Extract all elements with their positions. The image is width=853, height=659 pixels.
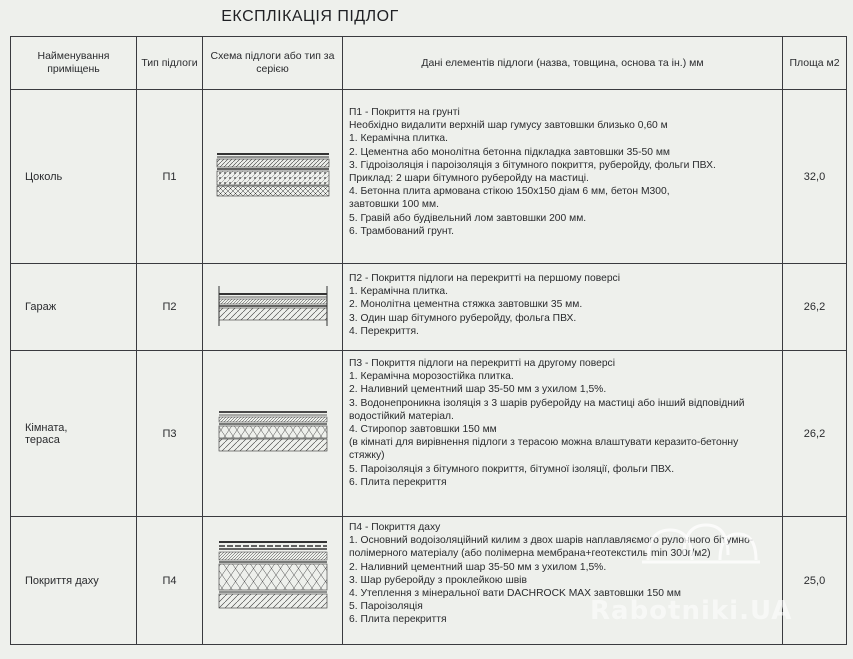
data-line: завтовшки 100 мм. — [349, 199, 439, 211]
data-line: П2 - Покриття підлоги на перекритті на першому поверсі — [349, 273, 620, 284]
data-line: 5. Пароізоляція — [349, 601, 423, 613]
data-line: (в кімнаті для вирівнення підлоги з терасою можна влаштувати керазито-бетонну — [349, 437, 739, 449]
room-cell: Покриття даху — [11, 517, 137, 645]
area-cell: 26,2 — [783, 264, 847, 351]
data-cell — [343, 264, 783, 351]
data-line: 3. Шар руберойду з проклейкою швів — [349, 574, 527, 586]
data-line: 4. Перекриття. — [349, 325, 419, 337]
schema-cell — [203, 517, 343, 645]
watermark-logo — [628, 500, 768, 590]
type-cell: П1 — [137, 90, 203, 264]
data-line: 6. Плита перекриття — [349, 614, 447, 626]
floor-schema-p1 — [213, 146, 333, 202]
data-line: Приклад: 2 шари бітумного руберойду на мастиці. — [349, 173, 589, 185]
data-line: 3. Один шар бітумного руберойду, фольга ПВХ. — [349, 312, 577, 324]
data-line: П3 - Покриття підлоги на перекритті на другому поверсі — [349, 358, 615, 369]
area-cell: 32,0 — [783, 90, 847, 264]
header-type: Тип підлоги — [137, 37, 203, 90]
area-cell: 26,2 — [783, 351, 847, 517]
data-line: водостійкий матеріал. — [349, 410, 454, 422]
room-cell: Гараж — [11, 264, 137, 351]
data-line: 6. Трамбований грунт. — [349, 225, 454, 237]
header-row — [11, 37, 847, 90]
table-row — [11, 351, 847, 517]
floor-schema-p2 — [213, 282, 333, 328]
type-cell: П4 — [137, 517, 203, 645]
schema-cell — [203, 264, 343, 351]
page-title: ЕКСПЛІКАЦІЯ ПІДЛОГ — [221, 8, 399, 25]
data-cell — [343, 90, 783, 264]
header-schema: Схема підлоги або тип за серією — [203, 37, 343, 90]
data-line: полімерного матеріалу (або полімерна мембрана+геотекстиль min 300г/м2) — [349, 548, 711, 560]
data-line: П4 - Покриття даху — [349, 522, 441, 533]
data-line: 4. Стиропор завтовшки 150 мм — [349, 424, 497, 436]
data-line: 6. Плита перекриття — [349, 476, 447, 488]
table-row — [11, 264, 847, 351]
header-area: Площа м2 — [783, 37, 847, 90]
floor-schema-p3 — [213, 406, 333, 456]
data-line: П1 - Покриття на грунті — [349, 107, 460, 118]
data-line: 1. Керамічна плитка. — [349, 286, 449, 298]
area-cell: 25,0 — [783, 517, 847, 645]
floor-schema-p4 — [213, 536, 333, 620]
header-data: Дані елементів підлоги (назва, товщина, основа та ін.) мм — [343, 37, 783, 90]
data-line: 4. Бетонна плита армована стікою 150х150 діам 6 мм, бетон М300, — [349, 186, 670, 198]
data-line: 3. Водонепроникна ізоляція з 3 шарів руберойду на мастиці або інший відповідний — [349, 397, 745, 409]
data-line: 5. Пароізоляція з бітумного покриття, бітумної ізоляції, фольги ПВХ. — [349, 463, 675, 475]
data-cell — [343, 351, 783, 517]
data-line: 1. Керамічна плитка. — [349, 133, 449, 145]
type-cell: П2 — [137, 264, 203, 351]
watermark: Rabotniki.UA — [590, 596, 793, 626]
data-line: 2. Наливний цементний шар 35-50 мм з ухилом 1,5%. — [349, 561, 607, 573]
room-cell: Кімната, тераса — [11, 351, 137, 517]
data-line: Необхідно видалити верхній шар гумусу завтовшки близько 0,60 м — [349, 120, 668, 132]
type-cell: П3 — [137, 351, 203, 517]
data-line: 1. Основний водоізоляційний килим з двох шарів наплавляємого рулонного бітумно- — [349, 535, 754, 547]
schema-cell — [203, 90, 343, 264]
schema-cell — [203, 351, 343, 517]
data-line: 2. Цементна або монолітна бетонна підкладка завтовшки 35-50 мм — [349, 146, 670, 158]
table-row — [11, 90, 847, 264]
data-line: 3. Гідроізоляція і пароізоляція з бітумного покриття, руберойду, фольги ПВХ. — [349, 159, 716, 171]
data-line: 5. Гравій або будівельний лом завтовшки 200 мм. — [349, 212, 587, 224]
room-cell: Цоколь — [11, 90, 137, 264]
header-room: Найменування приміщень — [11, 37, 137, 90]
data-line: 1. Керамічна морозостійка плитка. — [349, 371, 514, 383]
data-line: стяжку) — [349, 450, 385, 462]
data-line: 4. Утеплення з мінеральної вати DACHROCK MAX завтовшки 150 мм — [349, 588, 681, 600]
data-line: 2. Монолітна цементна стяжка завтовшки 35 мм. — [349, 299, 583, 311]
data-line: 2. Наливний цементний шар 35-50 мм з ухилом 1,5%. — [349, 384, 607, 396]
